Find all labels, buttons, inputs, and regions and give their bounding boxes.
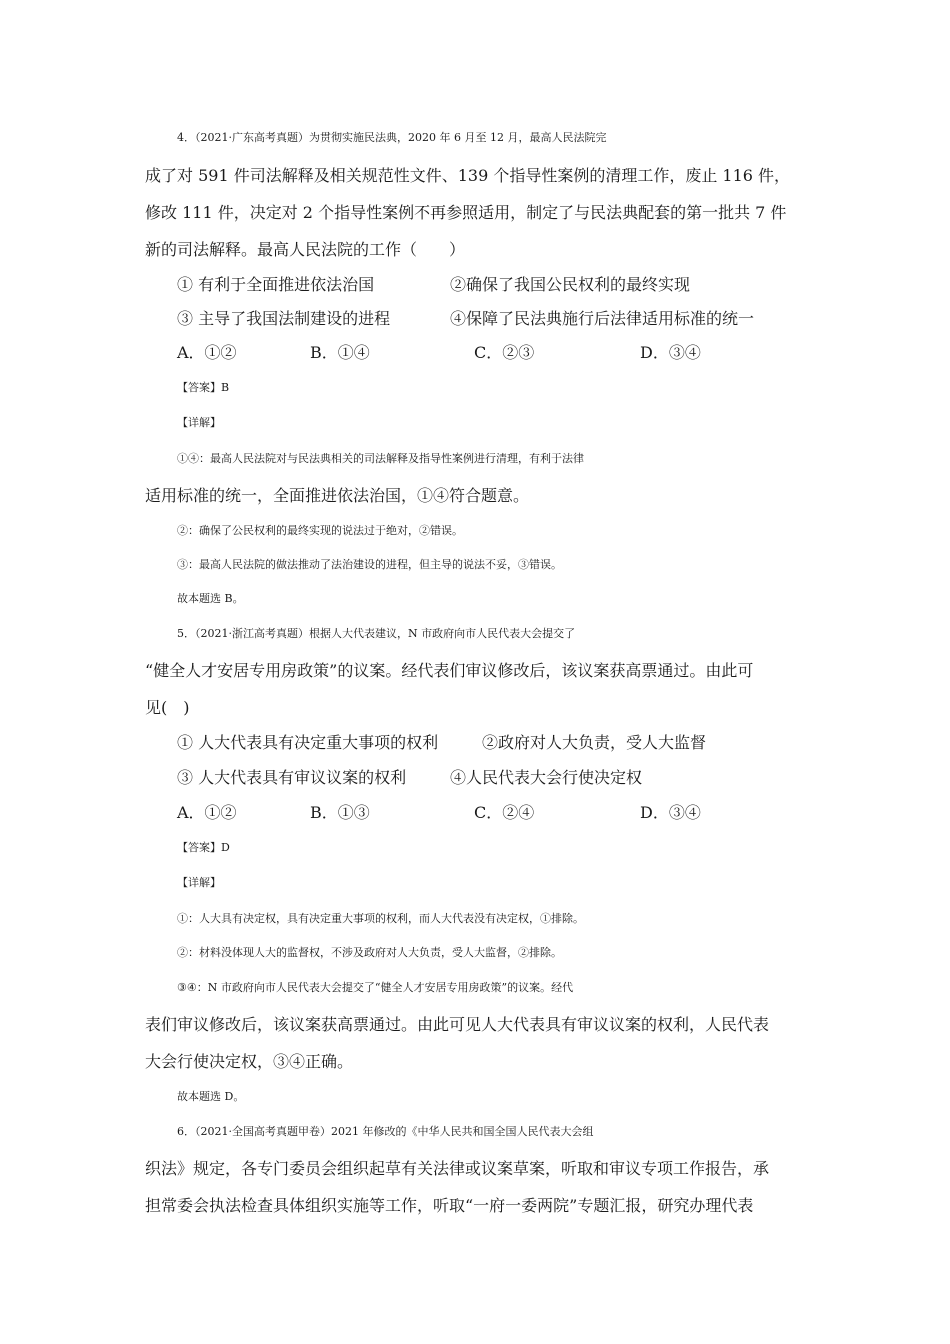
question-6-line-1: 6．（2021·全国高考真题甲卷）2021 年修改的《中华人民共和国全国人民代表大会组: [177, 1125, 594, 1138]
question-4-line-2: 成了对 591 件司法解释及相关规范性文件、139 个指导性案例的清理工作，废止 116 件，: [145, 166, 791, 185]
question-5-detail-title: 【详解】: [177, 876, 221, 889]
question-4-statement-3: ③ 主导了我国法制建设的进程: [177, 309, 391, 328]
question-5-choice-a: A．①②: [177, 803, 237, 822]
question-4-choice-d: D．③④: [640, 343, 701, 362]
question-4-statement-1: ① 有利于全面推进依法治国: [177, 275, 375, 294]
question-5-choice-d: D．③④: [640, 803, 701, 822]
question-5-detail-line-5: 大会行使决定权，③④正确。: [145, 1052, 354, 1071]
question-5-statement-4: ④人民代表大会行使决定权: [450, 768, 643, 787]
question-6-line-3: 担常委会执法检查具体组织实施等工作，听取“一府一委两院”专题汇报，研究办理代表: [145, 1196, 754, 1215]
question-5-detail-line-2: ②：材料没体现人大的监督权，不涉及政府对人大负责，受人大监督，②排除。: [177, 946, 562, 959]
question-5-line-1: 5．（2021·浙江高考真题）根据人大代表建议，N 市政府向市人民代表大会提交了: [177, 627, 576, 640]
question-4-statement-2: ②确保了我国公民权利的最终实现: [450, 275, 691, 294]
question-6-line-2: 织法》规定，各专门委员会组织起草有关法律或议案草案，听取和审议专项工作报告，承: [145, 1159, 770, 1178]
question-5-choice-c: C．②④: [474, 803, 535, 822]
question-5-line-2: “健全人才安居专用房政策”的议案。经代表们审议修改后，该议案获高票通过。由此可: [145, 661, 754, 680]
question-5-detail-line-4: 表们审议修改后，该议案获高票通过。由此可见人大代表具有审议议案的权利，人民代表: [145, 1015, 770, 1034]
question-5-detail-line-6: 故本题选 D。: [177, 1090, 245, 1103]
question-5-statement-1: ① 人大代表具有决定重大事项的权利: [177, 733, 439, 752]
question-4-detail-line-5: 故本题选 B。: [177, 592, 244, 605]
question-4-detail-line-3: ②：确保了公民权利的最终实现的说法过于绝对，②错误。: [177, 524, 463, 537]
question-4-choice-a: A．①②: [177, 343, 237, 362]
question-4-choice-b: B．①④: [310, 343, 370, 362]
question-4-detail-line-2: 适用标准的统一，全面推进依法治国，①④符合题意。: [145, 486, 530, 505]
question-4-line-3: 修改 111 件，决定对 2 个指导性案例不再参照适用，制定了与民法典配套的第一批共 7 件: [145, 203, 787, 222]
question-5-statement-2: ②政府对人大负责，受人大监督: [482, 733, 707, 752]
question-4-line-4: 新的司法解释。最高人民法院的工作（ ）: [145, 240, 466, 259]
question-5-choice-b: B．①③: [310, 803, 370, 822]
question-4-detail-line-1: ①④：最高人民法院对与民法典相关的司法解释及指导性案例进行清理，有利于法律: [177, 452, 584, 465]
question-4-detail-line-4: ③：最高人民法院的做法推动了法治建设的进程，但主导的说法不妥，③错误。: [177, 558, 562, 571]
question-4-detail-title: 【详解】: [177, 416, 221, 429]
question-4-choice-c: C．②③: [474, 343, 535, 362]
question-5-answer: 【答案】D: [177, 841, 230, 854]
question-5-line-3: 见( ): [145, 698, 190, 717]
question-4-answer: 【答案】B: [177, 381, 230, 394]
question-4-line-1: 4．（2021·广东高考真题）为贯彻实施民法典，2020 年 6 月至 12 月，最高人民法院完: [177, 131, 607, 144]
question-5-detail-line-3: ③④：N 市政府向市人民代表大会提交了“健全人才安居专用房政策”的议案。经代: [177, 981, 574, 994]
question-5-detail-line-1: ①：人大具有决定权，具有决定重大事项的权利，而人大代表没有决定权，①排除。: [177, 912, 584, 925]
question-4-statement-4: ④保障了民法典施行后法律适用标准的统一: [450, 309, 755, 328]
question-5-statement-3: ③ 人大代表具有审议议案的权利: [177, 768, 407, 787]
